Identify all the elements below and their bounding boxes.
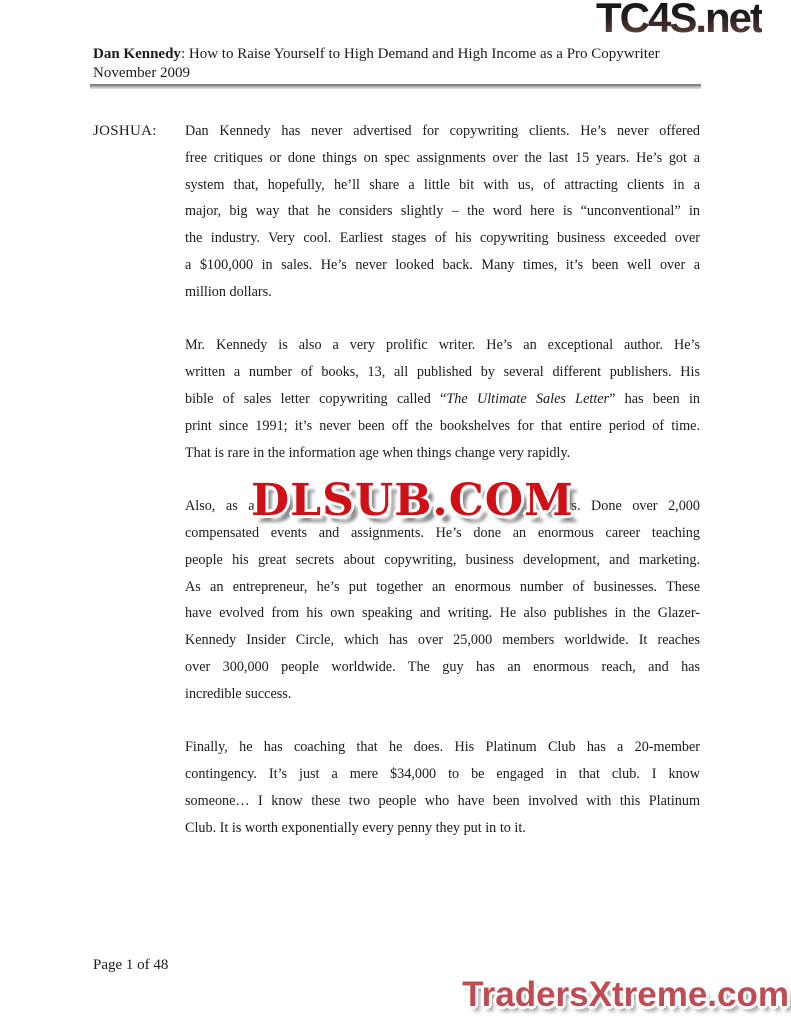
text-line: free critiques or done things on spec assignments over the last 15 years. He’s got a bbox=[185, 149, 700, 166]
title-speaker-name: Dan Kennedy bbox=[93, 46, 181, 62]
book-title-italic: The Ultimate Sales Letter bbox=[446, 390, 610, 407]
text-segment-right: years. Done over 2,000 bbox=[547, 498, 700, 515]
text-line: a $100,000 in sales. He’s never looked back. Many times, it’s been well over a bbox=[185, 256, 700, 273]
title-subtitle: : How to Raise Yourself to High Demand and High Income as a Pro Copywriter bbox=[180, 46, 660, 62]
text-line: system that, hopefully, he’ll share a little bit with us, of attracting clients in a bbox=[185, 176, 700, 193]
tc4s-logo: TC4S.net bbox=[596, 0, 762, 42]
text-line: compensated events and assignments. He’s done an enormous career teaching bbox=[185, 524, 700, 541]
text-line: people his great secrets about copywriting, business development, and marketing. bbox=[185, 551, 700, 568]
text-line: Club. It is worth exponentially every penny they put in to it. bbox=[185, 819, 526, 836]
text-line: major, big way that he considers slightly – the word here is “unconventional” in bbox=[185, 203, 700, 220]
paragraph bbox=[185, 332, 700, 466]
header-divider bbox=[90, 84, 701, 89]
text-line: someone… I know these two people who have been involved with this Platinum bbox=[185, 792, 700, 809]
tradersxtreme-logo: TradersXtreme.com bbox=[462, 975, 789, 1014]
text-line: million dollars. bbox=[185, 283, 272, 300]
paragraph bbox=[185, 734, 700, 841]
text-segment-left: Also, as a bbox=[185, 498, 255, 515]
page-number: Page 1 of 48 bbox=[93, 957, 169, 973]
document-date: November 2009 bbox=[93, 65, 191, 81]
speaker-label: JOSHUA: bbox=[93, 123, 157, 139]
text-line bbox=[185, 386, 700, 413]
dlsub-watermark: DLSUB.COM bbox=[251, 475, 574, 526]
text-segment: bible of sales letter copywriting called “ bbox=[185, 390, 447, 407]
text-line: have evolved from his own speaking and writing. He also publishes in the Glazer- bbox=[185, 605, 700, 622]
text-segment: ” has been in bbox=[609, 390, 700, 407]
text-line: Kennedy Insider Circle, which has over 25,000 members worldwide. It reaches bbox=[185, 632, 700, 649]
text-line: written a number of books, 13, all published by several different publishers. His bbox=[185, 364, 700, 381]
document-title bbox=[93, 46, 660, 63]
text-line: contingency. It’s just a mere $34,000 to be engaged in that club. I know bbox=[185, 766, 700, 783]
text-line: print since 1991; it’s never been off the bookshelves for that entire period of time. bbox=[185, 417, 700, 434]
text-line: incredible success. bbox=[185, 685, 292, 702]
text-line: Dan Kennedy has never advertised for copywriting clients. He’s never offered bbox=[185, 123, 700, 139]
text-line: the industry. Very cool. Earliest stages of his copywriting business exceeded over bbox=[185, 230, 700, 247]
text-line: As an entrepreneur, he’s put together an enormous number of businesses. These bbox=[185, 578, 700, 595]
text-line: That is rare in the information age when things change very rapidly. bbox=[185, 444, 571, 461]
text-line: Mr. Kennedy is also a very prolific writer. He’s an exceptional author. He’s bbox=[185, 337, 700, 354]
paragraph bbox=[185, 118, 700, 306]
text-line: Finally, he has coaching that he does. His Platinum Club has a 20-member bbox=[185, 739, 700, 756]
text-line: over 300,000 people worldwide. The guy has an enormous reach, and has bbox=[185, 658, 700, 675]
